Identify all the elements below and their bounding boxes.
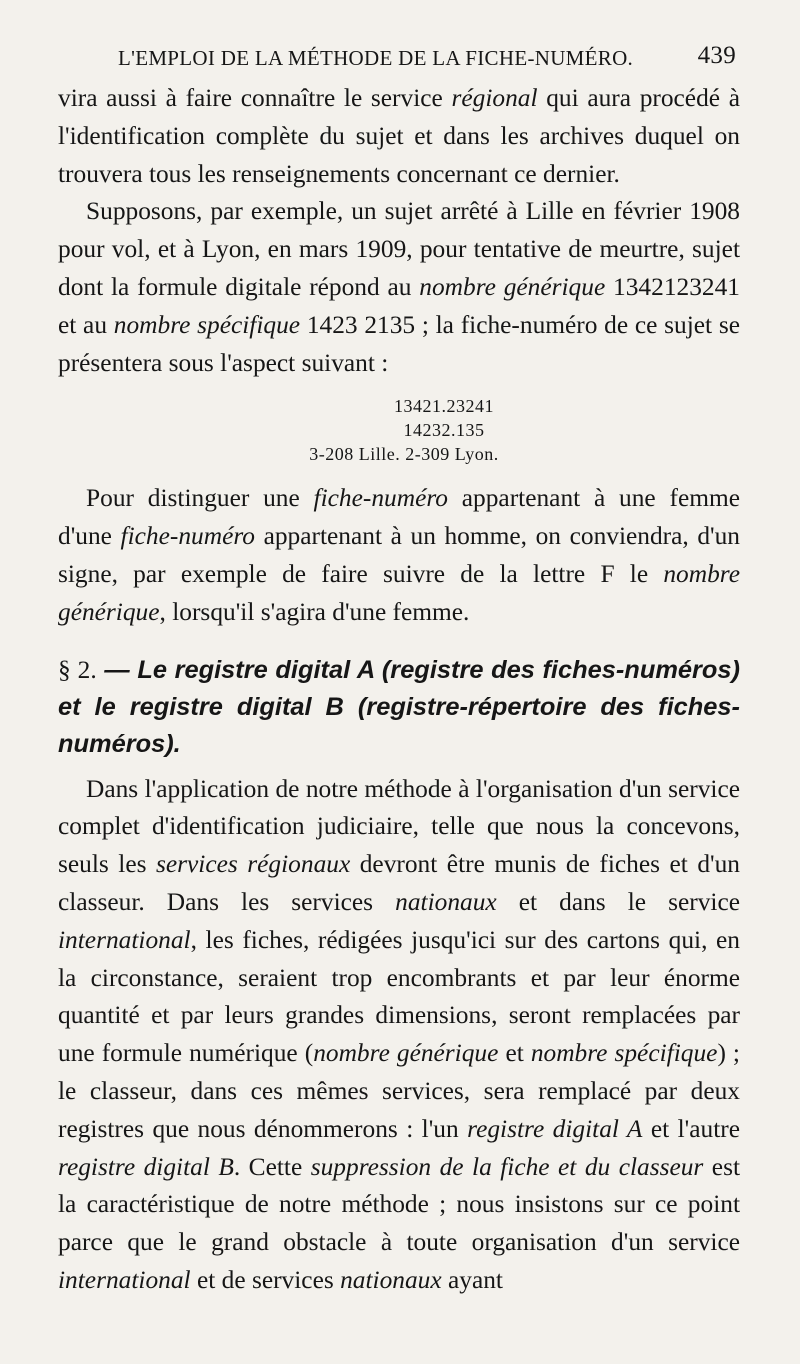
text-run: devront être munis de fiches et d'un classeur. Dans les services [58,850,740,916]
paragraph-4 [58,771,740,1300]
text-run: . Cette [233,1152,311,1181]
running-title: L'EMPLOI DE LA MÉTHODE DE LA FICHE-NUMÉRO. [118,46,634,70]
text-run: est la caractéristique de notre méthode ; nous insistons sur ce point parce que le grand obstacle à toute organisation d'un service [58,1152,741,1257]
text-run: appartenant à une femme d'une [58,484,740,551]
paragraph-3 [58,480,740,631]
section-heading [58,652,740,763]
italic-run: services régionaux [156,850,351,879]
italic-run: fiche-numéro [120,522,255,551]
italic-run: nombre spécifique [530,1039,718,1068]
italic-run: international [58,1265,191,1294]
italic-run: fiche-numéro [313,484,448,513]
section-title: — Le registre digital A (registre des fiches-numéros) et le registre digital B (registre-répertoire des fiches-numéros). [58,655,740,758]
text-run: et [498,1039,531,1068]
text-run: ayant [441,1265,503,1294]
fiche-numero-formula [58,394,740,466]
text-run: 1342123241 et au [58,272,740,339]
italic-run: nationaux [395,887,497,916]
page-number: 439 [697,42,736,69]
text-run: Pour distinguer une [86,484,314,513]
text-run: et l'autre [642,1114,740,1143]
text-run: appartenant à un homme, on conviendra, d'un signe, par exemple de faire suivre de la lettre F le [58,522,741,588]
italic-run: nombre générique [58,559,740,626]
text-run: Supposons, par exemple, un sujet arrêté à Lille en février 1908 pour vol, et à Lyon, en mars 1909, pour tentative de meurtre, sujet dont la formule digitale répond au [58,197,740,301]
formula-line-1: 13421.23241 [394,396,494,417]
italic-run: international [58,925,191,954]
running-header [118,40,736,76]
page-body [58,80,740,1300]
italic-run: suppression de la fiche et du classeur [310,1152,704,1181]
text-run: 1423 2135 ; la fiche-numéro de ce sujet se présentera sous l'aspect suivant : [58,310,740,377]
section-number: § 2. [58,655,97,684]
text-run: et de services [190,1265,341,1294]
formula-line-3: 3-208 Lille. 2-309 Lyon. [309,444,499,465]
text-run: Dans l'application de notre méthode à l'organisation d'un service complet d'identification judiciaire, telle que nous la concevons, seuls les [58,774,740,879]
paragraph-2 [58,193,740,382]
formula-line-2: 14232.135 [403,420,485,441]
italic-run: nombre spécifique [113,310,301,339]
text-run: et dans le service [496,887,740,916]
text-run: ) ; le classeur, dans ces mêmes services, sera remplacé par deux registres que nous dénommerons : l'un [58,1039,740,1143]
italic-run: registre digital B [58,1152,234,1181]
text-run: vira aussi à faire connaître le service [58,84,452,112]
paragraph-1 [58,80,740,193]
italic-run: régional [451,84,538,112]
italic-run: nombre générique [419,272,606,301]
italic-run: registre digital A [467,1114,643,1143]
text-run: , lorsqu'il s'agira d'une femme. [159,597,470,626]
text-run: , les fiches, rédigées jusqu'ici sur des cartons qui, en la circonstance, seraient trop encombrants et par leur énorme quantité et par leurs grandes dimensions, seront remplacées par une formule numérique ( [58,925,740,1068]
italic-run: nationaux [340,1265,442,1294]
text-run: qui aura procédé à l'identification complète du sujet et dans les archives duquel on trouvera tous les renseignements concernant ce dernier. [58,84,740,188]
italic-run: nombre générique [313,1039,499,1068]
